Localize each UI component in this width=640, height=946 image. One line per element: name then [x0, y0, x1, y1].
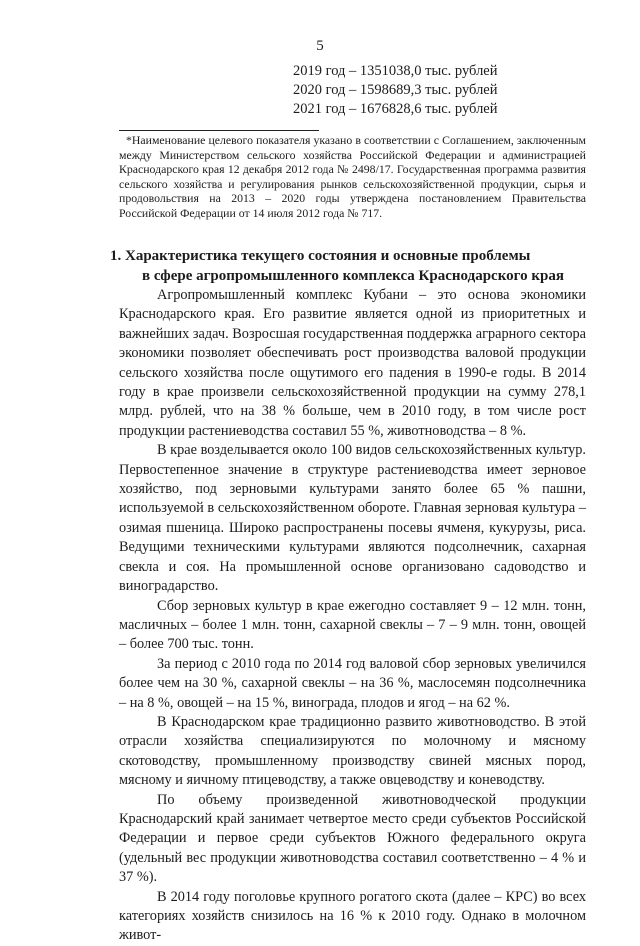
body-text — [119, 286, 586, 946]
section-heading-line-1: 1. Характеристика текущего состояния и основные проблемы — [110, 248, 531, 264]
paragraph: В Краснодарском крае традиционно развито животноводство. В этой отрасли хозяйства специализируются по молочному и мясному скотоводству, промышленному производству свиней мясных пород, мясному и яичному птицеводству, а также овцеводству и коневодству. — [119, 713, 586, 789]
target-line-2019: 2019 год – 1351038,0 тыс. рублей — [293, 63, 498, 79]
footnote: *Наименование целевого показателя указано в соответствии с Соглашением, заключенным между Министерством сельского хозяйства Российской Федерации и администрацией Краснодарского края 12 декабря 2012 года № 2498/17. Государственная программа развития сельского хозяйства и регулирования рынков сельскохозяйственной продукции, сырья и продовольствия на 2013 – 2020 годы утверждена постановлением Правительства Российской Федерации от 14 июля 2012 года № 717. — [119, 133, 586, 220]
paragraph: Сбор зерновых культур в крае ежегодно составляет 9 – 12 млн. тонн, масличных – более 1 млн. тонн, сахарной свеклы – 7 – 9 млн. тонн, овощей – более 700 тыс. тонн. — [119, 597, 586, 653]
paragraph: Агропромышленный комплекс Кубани – это основа экономики Краснодарского края. Его развитие является одной из приоритетных и важнейших задач. Возросшая государственная поддержка аграрного сектора экономики позволяет обеспечивать рост производства валовой продукции сельского хозяйства после ощутимого его падения в 1990-е годы. В 2014 году в крае произвели сельскохозяйственной продукции на сумму 278,1 млрд. рублей, что на 38 % больше, чем в 2010 году, в том числе рост продукции растениеводства составил 55 %, животноводства – 8 %. — [119, 287, 586, 439]
section-heading-line-2: в сфере агропромышленного комплекса Краснодарского края — [142, 268, 564, 284]
target-indicator-list — [293, 62, 623, 119]
target-line-2021: 2021 год – 1676828,6 тыс. рублей — [293, 101, 498, 117]
paragraph: По объему произведенной животноводческой продукции Краснодарский край занимает четвертое место среди субъектов Российской Федерации и первое среди субъектов Южного федерального округа (удельный вес продукции животноводства составил соответственно – 4 % и 37 %). — [119, 791, 586, 886]
paragraph: В крае возделывается около 100 видов сельскохозяйственных культур. Первостепенное значение в структуре растениеводства имеет зерновое хозяйство, под зерновыми культурами занято более 65 % пашни, используемой в сельскохозяйственном обороте. Главная зерновая культура – озимая пшеница. Широко распространены посевы ячменя, кукурузы, риса. Ведущими техническими культурами являются подсолнечник, сахарная свекла и соя. На промышленной основе организовано садоводство и виноградарство. — [119, 442, 586, 595]
section-heading — [110, 246, 590, 286]
paragraph: В 2014 году поголовье крупного рогатого скота (далее – КРС) во всех категориях хозяйств снизилось на 16 % к 2010 году. Однако в молочном живот- — [119, 888, 586, 944]
page-number: 5 — [316, 38, 324, 54]
paragraph: За период с 2010 года по 2014 год валовой сбор зерновых увеличился более чем на 30 %, сахарной свеклы – на 36 %, маслосемян подсолнечника – на 8 %, овощей – на 15 %, винограда, плодов и ягод – на 62 %. — [119, 655, 586, 711]
footnote-divider — [119, 130, 319, 131]
target-line-2020: 2020 год – 1598689,3 тыс. рублей — [293, 82, 498, 98]
